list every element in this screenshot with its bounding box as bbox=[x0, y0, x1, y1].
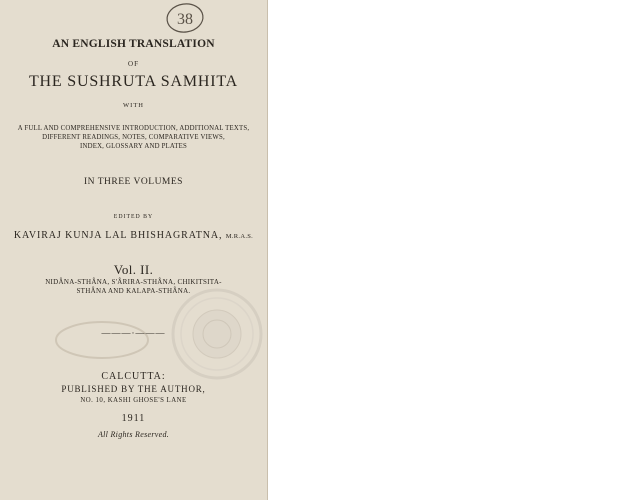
handwritten-number-mark bbox=[164, 1, 206, 35]
rights-notice: All Rights Reserved. bbox=[97, 430, 170, 439]
subtitle-line-1: A FULL AND COMPREHENSIVE INTRODUCTION, ADDITIONAL TEXTS, bbox=[17, 125, 250, 132]
volume-number: Vol. II. bbox=[113, 262, 154, 277]
volume-contents-line-2: STHÂNA AND KALAPA-STHÂNA. bbox=[76, 287, 191, 295]
edited-by: EDITED BY bbox=[113, 214, 154, 220]
subtitle-line-2: DIFFERENT READINGS, NOTES, COMPARATIVE VIEWS, bbox=[42, 134, 225, 141]
subtitle-line-3: INDEX, GLOSSARY AND PLATES bbox=[80, 143, 187, 150]
title-with: WITH bbox=[123, 102, 144, 109]
publication-city: CALCUTTA: bbox=[101, 371, 166, 382]
title-page bbox=[0, 0, 268, 500]
handwritten-number: 38 bbox=[177, 11, 193, 28]
title-line-1: AN ENGLISH TRANSLATION bbox=[52, 38, 215, 50]
title-of: OF bbox=[128, 60, 139, 68]
publication-year: 1911 bbox=[121, 413, 146, 424]
volume-contents-line-1: NIDÂNA-STHÂNA, S'ÂRIRA-STHÂNA, CHIKITSITA- bbox=[45, 278, 222, 286]
author-name: KAVIRAJ KUNJA LAL BHISHAGRATNA, bbox=[13, 230, 223, 241]
author-line bbox=[0, 230, 267, 241]
library-stamp-seal bbox=[168, 285, 266, 383]
oval-stamp-impression bbox=[52, 318, 152, 362]
publisher-address: NO. 10, KASHI GHOSE'S LANE bbox=[80, 397, 187, 404]
ornament-divider: ———·——— bbox=[101, 328, 166, 338]
volumes-note: IN THREE VOLUMES bbox=[84, 177, 183, 187]
title-line-2: THE SUSHRUTA SAMHITA bbox=[28, 73, 238, 90]
author-degree: M.R.A.S. bbox=[225, 233, 254, 240]
publisher: PUBLISHED BY THE AUTHOR, bbox=[61, 384, 206, 394]
